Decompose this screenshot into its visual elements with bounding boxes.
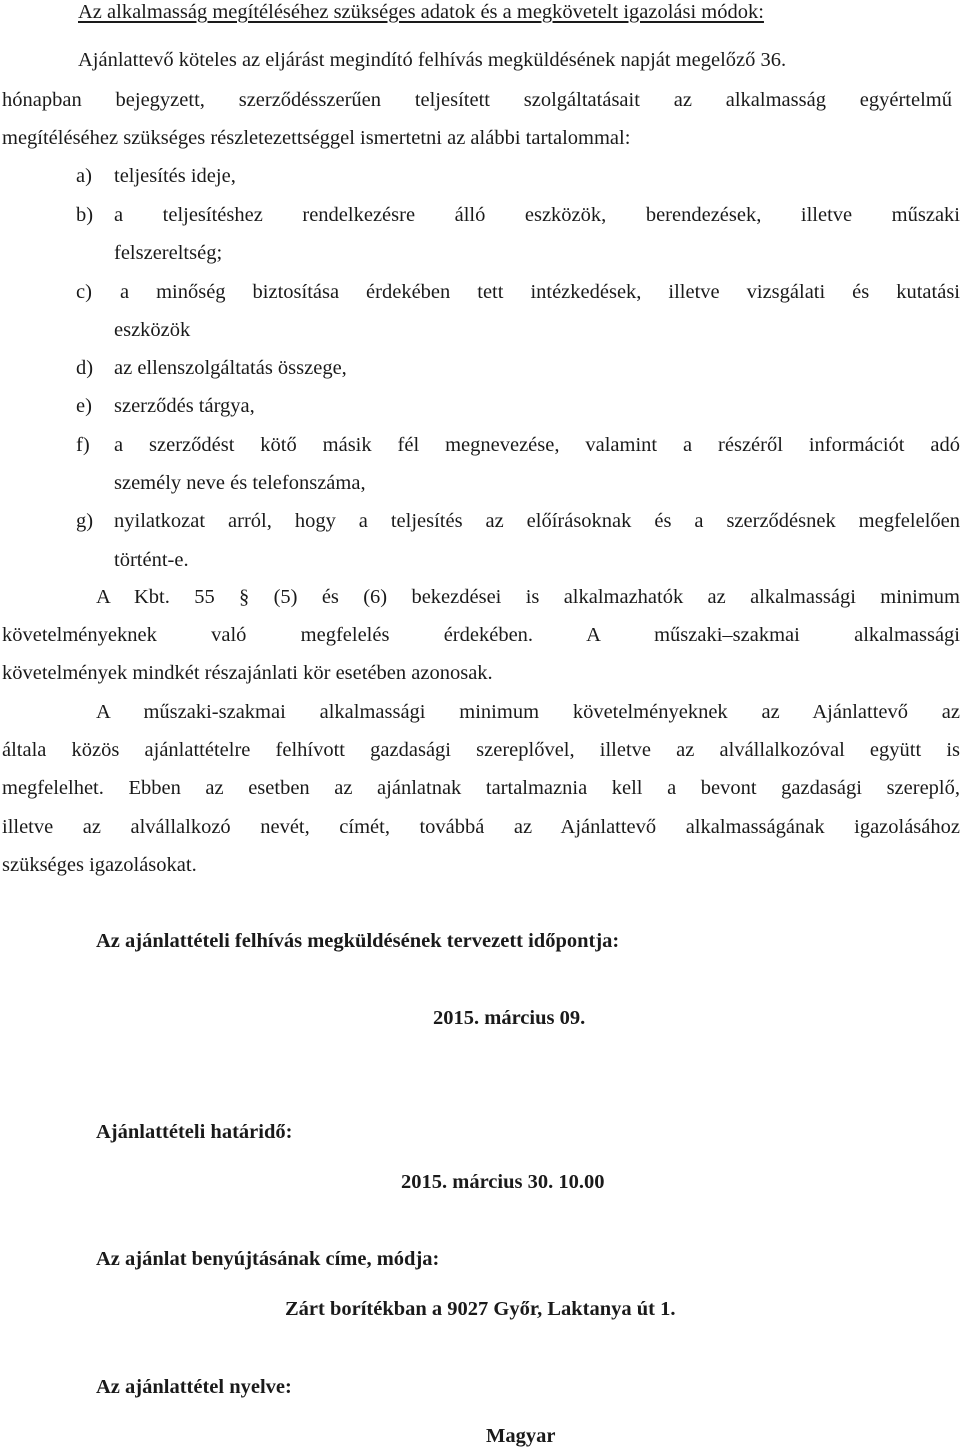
list-label: e): [76, 395, 92, 417]
technical-line-5: szükséges igazolásokat.: [2, 854, 197, 876]
list-text: a minőség biztosítása érdekében tett intézkedések, illetve vizsgálati és kutatási: [120, 281, 960, 303]
list-label: g): [76, 510, 94, 532]
list-label: f): [76, 434, 90, 456]
deadline-value: 2015. március 30. 10.00: [401, 1171, 605, 1193]
deadline-label: Ajánlattételi határidő:: [96, 1121, 293, 1143]
language-value: Magyar: [486, 1425, 556, 1447]
intro-line-2: hónapban bejegyzett, szerződésszerűen teljesített szolgáltatásait az alkalmasság egyértelmű: [2, 89, 952, 111]
language-label: Az ajánlattétel nyelve:: [96, 1376, 292, 1398]
kbt-line-3: követelmények mindkét részajánlati kör esetében azonosak.: [2, 662, 493, 684]
list-text: nyilatkozat arról, hogy a teljesítés az előírásoknak és a szerződésnek megfelelően: [114, 510, 960, 532]
list-text: történt-e.: [114, 549, 189, 571]
kbt-line-2: követelményeknek való megfelelés érdekében. A műszaki–szakmai alkalmassági: [2, 624, 960, 646]
intro-line-1: Ajánlattevő köteles az eljárást megindító felhívás megküldésének napját megelőző 36.: [78, 49, 787, 71]
list-label: d): [76, 357, 94, 379]
technical-line-1: A műszaki-szakmai alkalmassági minimum követelményeknek az Ajánlattevő az: [96, 701, 960, 723]
kbt-line-1: A Kbt. 55 § (5) és (6) bekezdései is alkalmazhatók az alkalmassági minimum: [96, 586, 960, 608]
sending-date-value: 2015. március 09.: [433, 1007, 586, 1029]
technical-line-4: illetve az alvállalkozó nevét, címét, továbbá az Ajánlattevő alkalmasságának igazolásához: [2, 816, 960, 838]
list-label: c): [76, 281, 92, 303]
list-text: eszközök: [114, 319, 191, 341]
list-text: a szerződést kötő másik fél megnevezése, valamint a részéről információt adó: [114, 434, 960, 456]
submission-label: Az ajánlat benyújtásának címe, módja:: [96, 1248, 440, 1270]
submission-value: Zárt borítékban a 9027 Győr, Laktanya út 1.: [285, 1298, 676, 1320]
technical-line-2: általa közös ajánlattételre felhívott gazdasági szereplővel, illetve az alvállalkozóval együtt is: [2, 739, 960, 761]
technical-line-3: megfelelhet. Ebben az esetben az ajánlatnak tartalmaznia kell a bevont gazdasági szereplő,: [2, 777, 960, 799]
sending-date-label: Az ajánlattételi felhívás megküldésének tervezett időpontja:: [96, 930, 620, 952]
section-heading: Az alkalmasság megítéléséhez szükséges adatok és a megkövetelt igazolási módok:: [78, 1, 764, 23]
list-label: a): [76, 165, 92, 187]
list-text: teljesítés ideje,: [114, 165, 236, 187]
list-text: a teljesítéshez rendelkezésre álló eszközök, berendezések, illetve műszaki: [114, 204, 960, 226]
list-text: személy neve és telefonszáma,: [114, 472, 366, 494]
list-text: felszereltség;: [114, 242, 223, 264]
intro-line-3: megítéléséhez szükséges részletezettséggel ismertetni az alábbi tartalommal:: [2, 127, 631, 149]
list-label: b): [76, 204, 94, 226]
list-text: szerződés tárgya,: [114, 395, 255, 417]
list-text: az ellenszolgáltatás összege,: [114, 357, 347, 379]
